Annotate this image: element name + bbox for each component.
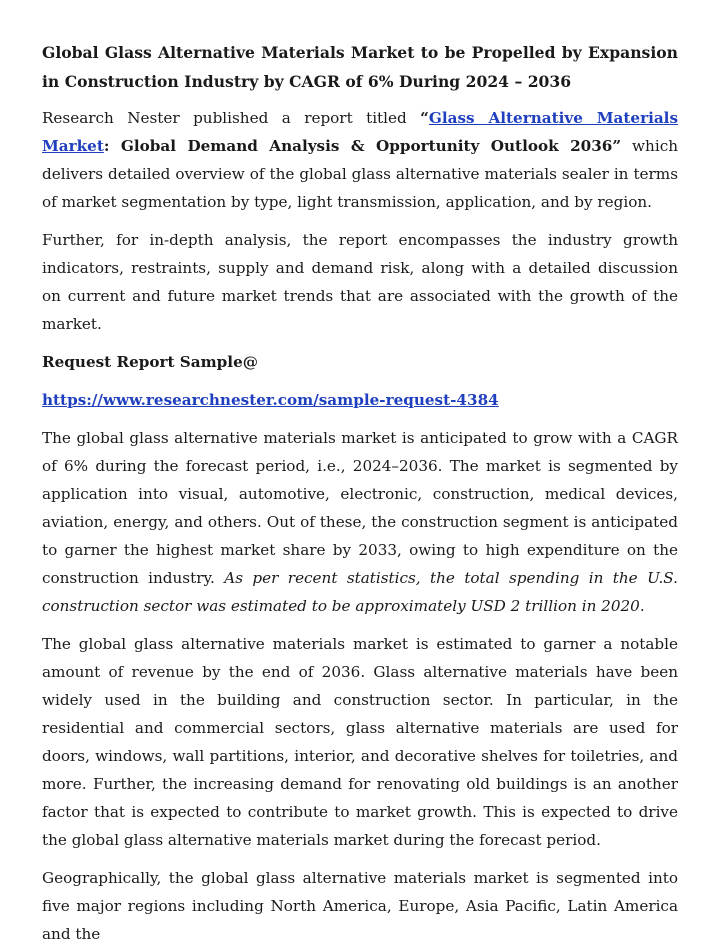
report-title-link[interactable]: Glass Alternative Materials Market: [42, 109, 678, 155]
request-sample-heading: Request Report Sample@: [42, 353, 258, 371]
intro-paragraph: [42, 104, 678, 216]
intro-text-before: Research Nester published a report titled: [42, 109, 421, 127]
geography-paragraph: Geographically, the global glass alternative materials market is segmented into five major regions including North America, Europe, Asia Pacific, Latin America and the: [42, 869, 678, 943]
request-sample-link[interactable]: https://www.researchnester.com/sample-request-4384: [42, 391, 499, 409]
market-growth-paragraph: [42, 424, 678, 620]
document-title: Global Glass Alternative Materials Market to be Propelled by Expansion in Construction Industry by CAGR of 6% During 2024 – 2036: [42, 43, 678, 91]
revenue-paragraph: The global glass alternative materials market is estimated to garner a notable amount of revenue by the end of 2036. Glass alternative materials have been widely used in the building and construction sector. In particular, in the residential and commercial sectors, glass alternative materials are used for doors, windows, wall partitions, interior, and decorative shelves for toiletries, and more. Further, the increasing demand for renovating old buildings is an another factor that is expected to contribute to market growth. This is expected to drive the global glass alternative materials market during the forecast period.: [42, 635, 678, 849]
market-growth-text: The global glass alternative materials market is anticipated to grow with a CAGR of 6% during the forecast period, i.e., 2024–2036. The market is segmented by application into visual, automotive, electronic, construction, medical devices, aviation, energy, and others. Out of these, the construction segment is anticipated to garner the highest market share by 2033, owing to high expenditure on the construction industry.: [42, 429, 678, 587]
intro-open-quote: “: [420, 109, 429, 127]
statistics-note: As per recent statistics, the total spending in the U.S. construction sector was estimated to be approximately USD 2 trillion in 2020.: [42, 569, 678, 615]
intro-text-after: which delivers detailed overview of the global glass alternative materials sealer in terms of market segmentation by type, light transmission, application, and by region.: [42, 137, 678, 211]
analysis-paragraph: Further, for in-depth analysis, the report encompasses the industry growth indicators, restraints, supply and demand risk, along with a detailed discussion on current and future market trends that are associated with the growth of the market.: [42, 231, 678, 333]
report-title-rest: : Global Demand Analysis & Opportunity Outlook 2036”: [103, 137, 622, 155]
request-sample-link-line: [42, 386, 678, 414]
